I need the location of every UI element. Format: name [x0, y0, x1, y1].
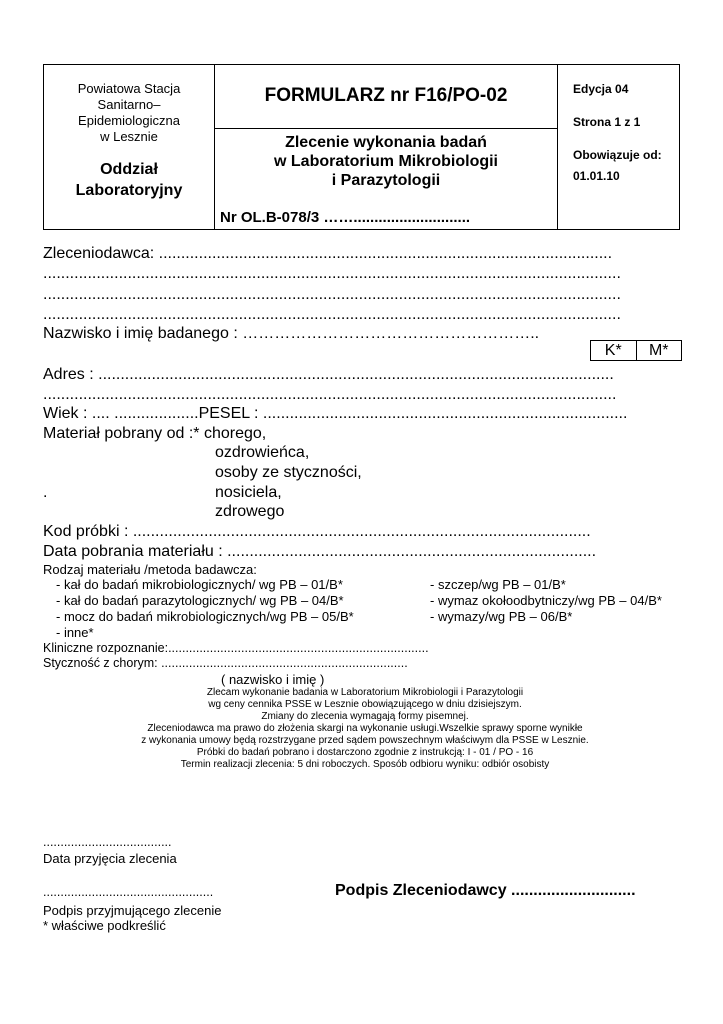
terms-line: Termin realizacji zlecenia: 5 dni roboczych. Sposób odbioru wyniku: odbiór osobisty — [180, 759, 550, 770]
age-pesel-field[interactable]: Wiek : .... ...................PESEL : .................................................................................. — [43, 405, 628, 422]
material-type-option[interactable]: - mocz do badań mikrobiologicznych/wg PB – 05/B* — [56, 609, 354, 624]
material-type-label: Rodzaj materiału /metoda badawcza: — [43, 562, 257, 577]
edition: Edycja 04 — [573, 82, 629, 96]
sex-box — [590, 340, 682, 361]
order-title: Zlecenie wykonania badań w Laboratorium Mikrobiologii i Parazytologii — [274, 134, 498, 189]
receiver-signature-field[interactable]: ................................................. — [43, 885, 214, 899]
material-type-option[interactable]: - inne* — [56, 625, 94, 640]
name-note: ( nazwisko i imię ) — [221, 672, 325, 687]
client-dots-line[interactable]: .................................................................................................................................. — [43, 286, 621, 303]
client-signature-field[interactable]: Podpis Zleceniodawcy ............................ — [335, 882, 636, 899]
material-option-contact[interactable]: osoby ze styczności, — [215, 464, 362, 481]
edition-cell — [558, 65, 679, 229]
address-continuation[interactable]: ................................................................................................................................. — [43, 386, 617, 403]
institution-name: Powiatowa Stacja Sanitarno– Epidemiologiczna w Lesznie — [77, 81, 181, 144]
material-source-label[interactable]: Materiał pobrany od :* chorego, — [43, 425, 267, 442]
terms-line: Zlecam wykonanie badania w Laboratorium Mikrobiologii i Parazytologii — [206, 687, 524, 698]
form-header — [43, 64, 680, 230]
clinical-diagnosis-field[interactable]: Kliniczne rozpoznanie:........................................................................... — [43, 641, 429, 655]
valid-from-date: 01.01.10 — [573, 169, 620, 183]
terms-line: Zmiany do zlecenia wymagają formy pisemnej. — [261, 711, 469, 722]
sample-code-field[interactable]: Kod próbki : ....................................................................................................... — [43, 523, 591, 540]
terms-line: z wykonania umowy będą rozstrzygane przed sądem powszechnym właściwym dla PSSE w Lesznie. — [141, 735, 589, 746]
sample-date-field[interactable]: Data pobrania materiału : ................................................................................... — [43, 543, 597, 560]
client-dots-line[interactable]: .................................................................................................................................. — [43, 306, 621, 323]
institution-cell — [44, 65, 215, 229]
order-number: Nr OL.B-078/3 ……............................ — [220, 209, 471, 226]
title-divider — [215, 128, 557, 129]
material-type-option[interactable]: - kał do badań parazytologicznych/ wg PB – 04/B* — [56, 593, 344, 608]
material-type-option[interactable]: - kał do badań mikrobiologicznych/ wg PB – 01/B* — [56, 577, 343, 592]
dot-mark: . — [43, 484, 48, 501]
title-cell — [215, 65, 558, 229]
address-field[interactable]: Adres : .................................................................................................................... — [43, 366, 614, 383]
material-type-option[interactable]: - wymazy/wg PB – 06/B* — [430, 609, 573, 624]
client-field[interactable]: Zleceniodawca: ...................................................................................................... — [43, 245, 613, 262]
material-option-carrier[interactable]: nosiciela, — [215, 484, 282, 501]
acceptance-date-label: Data przyjęcia zlecenia — [43, 851, 177, 866]
terms-line: Próbki do badań pobrano i dostarczono zgodnie z instrukcją: I - 01 / PO - 16 — [196, 747, 534, 758]
material-option-convalescent[interactable]: ozdrowieńca, — [215, 444, 310, 461]
contact-with-patient-field[interactable]: Styczność z chorym: ....................................................................... — [43, 656, 408, 670]
department-name: Oddział Laboratoryjny — [75, 161, 183, 199]
material-type-option[interactable]: - wymaz okołoodbytniczy/wg PB – 04/B* — [430, 593, 662, 608]
material-type-option[interactable]: - szczep/wg PB – 01/B* — [430, 577, 566, 592]
terms-line: wg ceny cennika PSSE w Lesznie obowiązującego w dniu dzisiejszym. — [208, 699, 522, 710]
sex-option-m[interactable]: M* — [636, 341, 682, 360]
acceptance-date-field[interactable]: ..................................... — [43, 835, 172, 849]
client-dots-line[interactable]: .................................................................................................................................. — [43, 265, 621, 282]
page-number: Strona 1 z 1 — [573, 115, 641, 129]
material-option-healthy[interactable]: zdrowego — [215, 503, 285, 520]
terms-line: Zleceniodawca ma prawo do złożenia skargi na wykonanie usługi.Wszelkie sprawy sporne wynikłe — [147, 723, 583, 734]
underline-note: * właściwe podkreślić — [43, 918, 166, 933]
form-title: FORMULARZ nr F16/PO-02 — [264, 85, 508, 106]
sex-option-k[interactable]: K* — [604, 342, 622, 359]
valid-from-label: Obowiązuje od: — [573, 148, 662, 162]
patient-name-field[interactable]: Nazwisko i imię badanego : ……………………………………………….. — [43, 325, 540, 342]
receiver-signature-label: Podpis przyjmującego zlecenie — [43, 903, 222, 918]
